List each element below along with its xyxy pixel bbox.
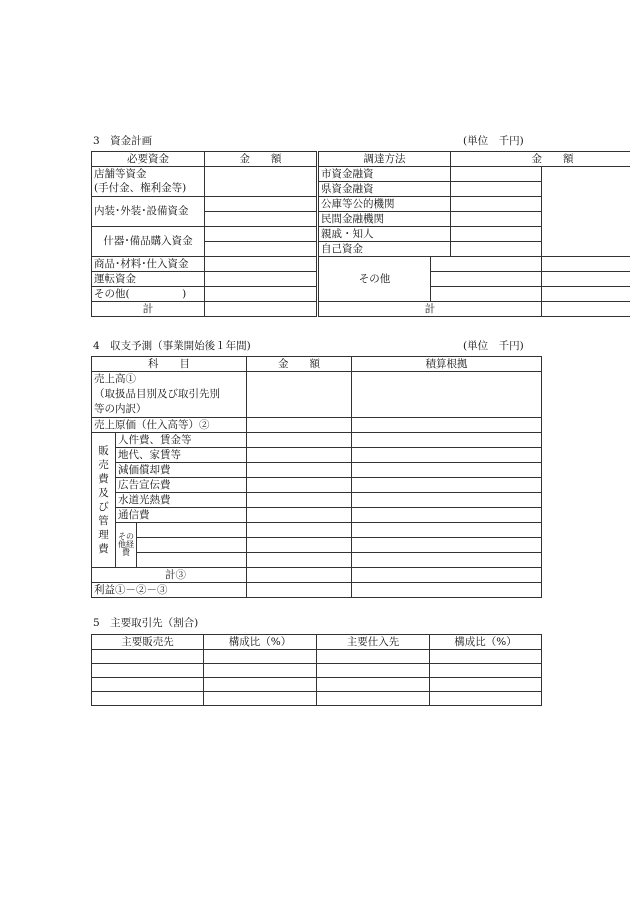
sga-vertical-label: 販売費及び管理費 [92, 433, 116, 568]
sga-item: 減価償却費 [116, 463, 247, 478]
header-amount: 金 額 [247, 357, 352, 372]
sga-item: 人件費、賃金等 [116, 433, 247, 448]
amount-fixtures-1[interactable] [205, 227, 318, 242]
section3-title: 3 資金計画 [93, 135, 153, 147]
supplier-cell[interactable] [317, 678, 430, 692]
amount-sga-3[interactable] [247, 463, 352, 478]
row-interior: 内装･外装･設備資金 [92, 197, 205, 227]
funding-plan-table [91, 151, 630, 317]
basis-sga-4[interactable] [352, 478, 542, 493]
sales-partner-cell[interactable] [92, 692, 204, 706]
sales-ratio-cell[interactable] [204, 650, 317, 664]
header-method: 調達方法 [318, 152, 451, 167]
amount-pref[interactable] [451, 182, 542, 197]
amount-operating[interactable] [205, 272, 318, 287]
sales-partner-cell[interactable] [92, 650, 204, 664]
other-expense-2[interactable] [137, 538, 247, 553]
amount-sga-4[interactable] [247, 478, 352, 493]
header-sales-ratio: 構成比（%） [204, 635, 317, 650]
amount-sga-1[interactable] [247, 433, 352, 448]
row-cost: 売上原価（仕入高等）② [92, 418, 247, 433]
amount-cost[interactable] [247, 418, 352, 433]
row-operating: 運転資金 [92, 272, 205, 287]
other-expenses-vertical-label: その他経費 [116, 523, 137, 568]
amount-profit[interactable] [247, 583, 352, 598]
amount-store[interactable] [205, 167, 318, 197]
other-expense-3[interactable] [137, 553, 247, 568]
row-goods: 商品･材料･仕入資金 [92, 257, 205, 272]
header-amount: 金 額 [205, 152, 318, 167]
amount-other-expense-2[interactable] [247, 538, 352, 553]
left-total-amount[interactable] [205, 302, 318, 317]
amount-interior-1[interactable] [205, 197, 318, 212]
basis-profit[interactable] [352, 583, 542, 598]
sales-partner-cell[interactable] [92, 664, 204, 678]
row-store1: 店舗等資金 [92, 167, 205, 182]
section5-title: 5 主要取引先（割合) [93, 617, 199, 629]
row-profit: 利益①－②－③ [92, 583, 247, 598]
amount-goods[interactable] [205, 257, 318, 272]
sales-ratio-cell[interactable] [204, 692, 317, 706]
amount-sga-5[interactable] [247, 493, 352, 508]
basis-other-expense-2[interactable] [352, 538, 542, 553]
sga-item: 水道光熱費 [116, 493, 247, 508]
supplier-ratio-cell[interactable] [430, 650, 542, 664]
amount-interior-2[interactable] [205, 212, 318, 227]
amount-private[interactable] [451, 212, 542, 227]
basis-sga-6[interactable] [352, 508, 542, 523]
row-city: 市資金融資 [318, 167, 451, 182]
amount-other-expense-1[interactable] [247, 523, 352, 538]
row-other: その他( ) [92, 287, 205, 302]
basis-sga-2[interactable] [352, 448, 542, 463]
sga-item: 地代、家賃等 [116, 448, 247, 463]
basis-sales[interactable] [352, 372, 542, 418]
row-fixtures: 什器･備品購入資金 [92, 227, 205, 257]
row-private: 民間金融機関 [318, 212, 451, 227]
section3-unit: (単位 千円) [463, 135, 524, 147]
income-forecast-table [91, 356, 542, 598]
amount-other-expense-3[interactable] [247, 553, 352, 568]
amount-other-2[interactable] [542, 272, 630, 287]
basis-other-expense-1[interactable] [352, 523, 542, 538]
supplier-cell[interactable] [317, 650, 430, 664]
supplier-cell[interactable] [317, 692, 430, 706]
basis-sga-5[interactable] [352, 493, 542, 508]
row-pref: 県資金融資 [318, 182, 451, 197]
amount-fixtures-2[interactable] [205, 242, 318, 257]
section4-unit: (単位 千円) [463, 340, 524, 352]
amount-other-1[interactable] [542, 257, 630, 272]
header-amount2: 金 額 [451, 152, 630, 167]
basis-subtotal[interactable] [352, 568, 542, 583]
amount-sga-6[interactable] [247, 508, 352, 523]
header-main-suppliers: 主要仕入先 [317, 635, 430, 650]
row-sales: 売上高① （取扱品目別及び取引先別 等の内訳） [92, 372, 247, 418]
other-expense-1[interactable] [137, 523, 247, 538]
amount-other-left[interactable] [205, 287, 318, 302]
basis-cost[interactable] [352, 418, 542, 433]
amount-relatives[interactable] [451, 227, 542, 242]
row-own: 自己資金 [318, 242, 451, 257]
header-basis: 積算根拠 [352, 357, 542, 372]
row-public: 公庫等公的機関 [318, 197, 451, 212]
basis-sga-3[interactable] [352, 463, 542, 478]
sales-ratio-cell[interactable] [204, 678, 317, 692]
sga-item: 広告宣伝費 [116, 478, 247, 493]
amount-subtotal[interactable] [247, 568, 352, 583]
business-partners-table [91, 634, 542, 706]
other-vertical-label: その他 [318, 257, 431, 302]
left-total-label: 計 [92, 302, 205, 317]
section4-title: 4 収支予測（事業開始後１年間) [93, 340, 251, 352]
header-item: 科 目 [92, 357, 247, 372]
amount-city[interactable] [451, 167, 542, 182]
right-total-amount[interactable] [542, 302, 630, 317]
sales-ratio-cell[interactable] [204, 664, 317, 678]
header-main-sales: 主要販売先 [92, 635, 204, 650]
row-subtotal: 計③ [92, 568, 247, 583]
right-total-label: 計 [318, 302, 542, 317]
row-relatives: 親戚・知人 [318, 227, 451, 242]
other-3[interactable] [431, 287, 542, 302]
basis-sga-1[interactable] [352, 433, 542, 448]
header-need: 必要資金 [92, 152, 205, 167]
other-2[interactable] [431, 272, 542, 287]
amount-other-3[interactable] [542, 287, 630, 302]
sga-item: 通信費 [116, 508, 247, 523]
amount-public[interactable] [451, 197, 542, 212]
row-store2: (手付金、権利金等) [92, 182, 205, 197]
supplier-cell[interactable] [317, 664, 430, 678]
supplier-ratio-cell[interactable] [430, 692, 542, 706]
header-supplier-ratio: 構成比（%） [430, 635, 542, 650]
basis-other-expense-3[interactable] [352, 553, 542, 568]
amount-sga-2[interactable] [247, 448, 352, 463]
amount-own[interactable] [451, 242, 542, 257]
supplier-ratio-cell[interactable] [430, 664, 542, 678]
other-1[interactable] [431, 257, 542, 272]
amount-sales[interactable] [247, 372, 352, 418]
sales-partner-cell[interactable] [92, 678, 204, 692]
supplier-ratio-cell[interactable] [430, 678, 542, 692]
